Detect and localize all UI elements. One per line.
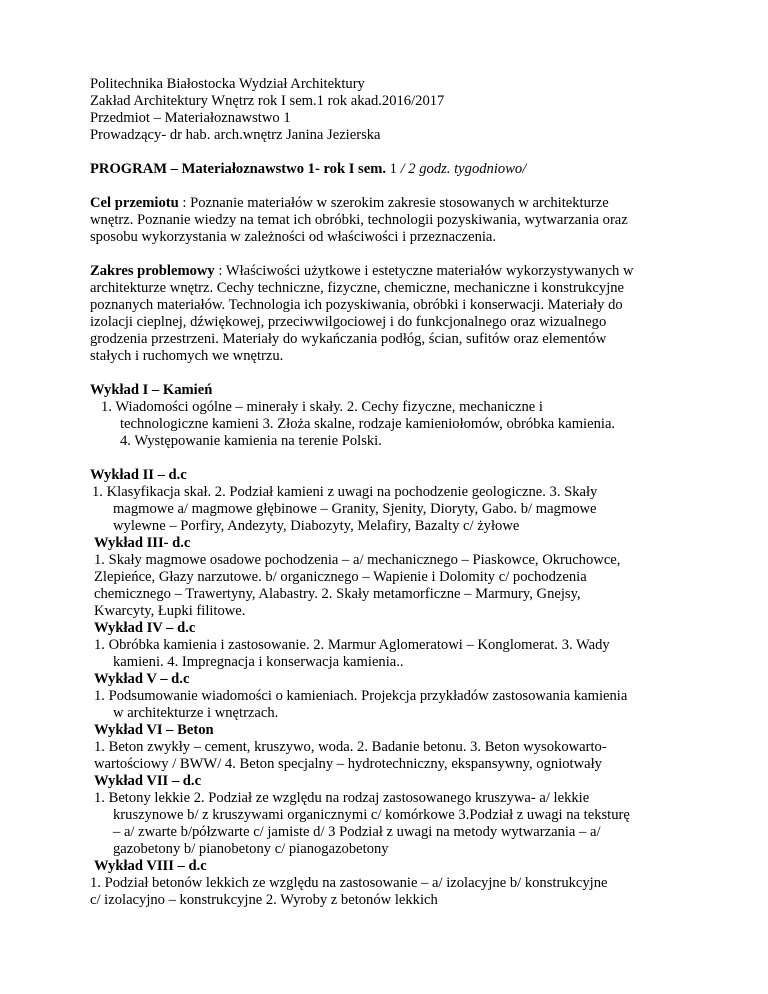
lecture-1-title: Wykład I – Kamień xyxy=(90,382,213,398)
zakres-line-1: architekturze wnętrz. Cechy techniczne, fizyczne, chemiczne, mechaniczne i konstrukcyjne xyxy=(90,280,625,296)
lecture-4-line-1: kamieni. 4. Impregnacja i konserwacja kamienia.. xyxy=(113,654,404,670)
lecture-3-title: Wykład III- d.c xyxy=(94,535,191,551)
header-block xyxy=(90,76,710,144)
program-title-hours: / 2 godz. tygodniowo/ xyxy=(400,161,527,177)
lecture-4 xyxy=(90,620,710,671)
lecture-4-line-0: 1. Obróbka kamienia i zastosowanie. 2. Marmur Aglomeratowi – Konglomerat. 3. Wady xyxy=(94,637,610,653)
lecture-8 xyxy=(90,858,710,909)
lecture-2 xyxy=(90,467,710,535)
lecture-6 xyxy=(90,722,710,773)
lecture-1-line-0: 1. Wiadomości ogólne – minerały i skały. 2. Cechy fizyczne, mechaniczne i xyxy=(101,399,543,415)
lecture-8-line-0: 1. Podział betonów lekkich ze względu na zastosowanie – a/ izolacyjne b/ konstrukcyjne xyxy=(90,875,608,891)
lecture-3-line-3: Kwarcyty, Łupki filitowe. xyxy=(94,603,246,619)
cel-line-0: : Poznanie materiałów w szerokim zakresie stosowanych w architekturze xyxy=(178,195,609,211)
header-department: Zakład Architektury Wnętrz rok I sem.1 rok akad.2016/2017 xyxy=(90,93,445,109)
lecture-8-title: Wykład VIII – d.c xyxy=(94,858,207,874)
lecture-2-title: Wykład II – d.c xyxy=(90,467,187,483)
zakres-line-3: izolacji cieplnej, dźwiękowej, przeciwwilgociowej i do funkcjonalnego oraz wizualnego xyxy=(90,314,607,330)
lecture-6-line-1: wartościowy / BWW/ 4. Beton specjalny – hydrotechniczny, ekspansywny, ogniotwały xyxy=(94,756,602,772)
lecture-1-line-2: 4. Występowanie kamienia na terenie Polski. xyxy=(120,433,382,449)
zakres-line-0: : Właściwości użytkowe i estetyczne materiałów wykorzystywanych w xyxy=(214,263,634,279)
cel-paragraph xyxy=(90,195,710,246)
lecture-5-line-1: w architekturze i wnętrzach. xyxy=(113,705,279,721)
program-title-sem: 1 xyxy=(386,161,401,177)
lecture-5-title: Wykład V – d.c xyxy=(94,671,190,687)
document-page xyxy=(90,76,710,909)
lecture-8-line-1: c/ izolacyjno – konstrukcyjne 2. Wyroby z betonów lekkich xyxy=(90,892,438,908)
cel-line-1: wnętrz. Poznanie wiedzy na temat ich obróbki, technologii pozyskiwania, wytwarzania oraz xyxy=(90,212,628,228)
program-title-bold: PROGRAM – Materiałoznawstwo 1- rok I sem. xyxy=(90,161,387,177)
lecture-6-line-0: 1. Beton zwykły – cement, kruszywo, woda. 2. Badanie betonu. 3. Beton wysokowarto- xyxy=(94,739,607,755)
zakres-line-5: stałych i ruchomych we wnętrzu. xyxy=(90,348,284,364)
lecture-2-line-2: wylewne – Porfiry, Andezyty, Diabozyty, Melafiry, Bazalty c/ żyłowe xyxy=(113,518,520,534)
lecture-3-line-0: 1. Skały magmowe osadowe pochodzenia – a/ mechanicznego – Piaskowce, Okruchowce, xyxy=(94,552,621,568)
lecture-1-line-1: technologiczne kamieni 3. Złoża skalne, rodzaje kamieniołomów, obróbka kamienia. xyxy=(120,416,616,432)
lecture-3-line-2: chemicznego – Trawertyny, Alabastry. 2. Skały metamorficzne – Marmury, Gnejsy, xyxy=(94,586,581,602)
lecture-5 xyxy=(90,671,710,722)
lecture-7-line-1: kruszynowe b/ z kruszywami organicznymi c/ komórkowe 3.Podział z uwagi na teksturę xyxy=(113,807,630,823)
header-lecturer: Prowadzący- dr hab. arch.wnętrz Janina Jezierska xyxy=(90,127,381,143)
header-subject: Przedmiot – Materiałoznawstwo 1 xyxy=(90,110,291,126)
lecture-7-line-0: 1. Betony lekkie 2. Podział ze względu na rodzaj zastosowanego kruszywa- a/ lekkie xyxy=(94,790,590,806)
lecture-2-line-0: 1. Klasyfikacja skał. 2. Podział kamieni z uwagi na pochodzenie geologiczne. 3. Skały xyxy=(92,484,598,500)
lecture-1 xyxy=(90,382,710,450)
header-university: Politechnika Białostocka Wydział Architektury xyxy=(90,76,365,92)
lecture-2-line-1: magmowe a/ magmowe głębinowe – Granity, Sjenity, Dioryty, Gabo. b/ magmowe xyxy=(113,501,597,517)
lecture-4-title: Wykład IV – d.c xyxy=(94,620,196,636)
cel-label: Cel przemiotu xyxy=(90,195,179,211)
program-title xyxy=(90,161,710,178)
zakres-paragraph xyxy=(90,263,710,365)
zakres-line-4: grodzenia przestrzeni. Materiały do wykańczania podłóg, ścian, sufitów oraz elementów xyxy=(90,331,607,347)
lecture-6-title: Wykład VI – Beton xyxy=(94,722,214,738)
lecture-3 xyxy=(90,535,710,620)
cel-line-2: sposobu wykorzystania w zależności od właściwości i przeznaczenia. xyxy=(90,229,497,245)
lecture-3-line-1: Zlepieńce, Głazy narzutowe. b/ organicznego – Wapienie i Dolomity c/ pochodzenia xyxy=(94,569,587,585)
lecture-5-line-0: 1. Podsumowanie wiadomości o kamieniach. Projekcja przykładów zastosowania kamienia xyxy=(94,688,628,704)
zakres-line-2: poznanych materiałów. Technologia ich pozyskiwania, obróbki i konserwacji. Materiały do xyxy=(90,297,623,313)
lecture-7 xyxy=(90,773,710,858)
lecture-7-title: Wykład VII – d.c xyxy=(94,773,202,789)
lecture-7-line-2: – a/ zwarte b/półzwarte c/ jamiste d/ 3 Podział z uwagi na metody wytwarzania – a/ xyxy=(113,824,601,840)
zakres-label: Zakres problemowy xyxy=(90,263,215,279)
lecture-7-line-3: gazobetony b/ pianobetony c/ pianogazobetony xyxy=(113,841,389,857)
